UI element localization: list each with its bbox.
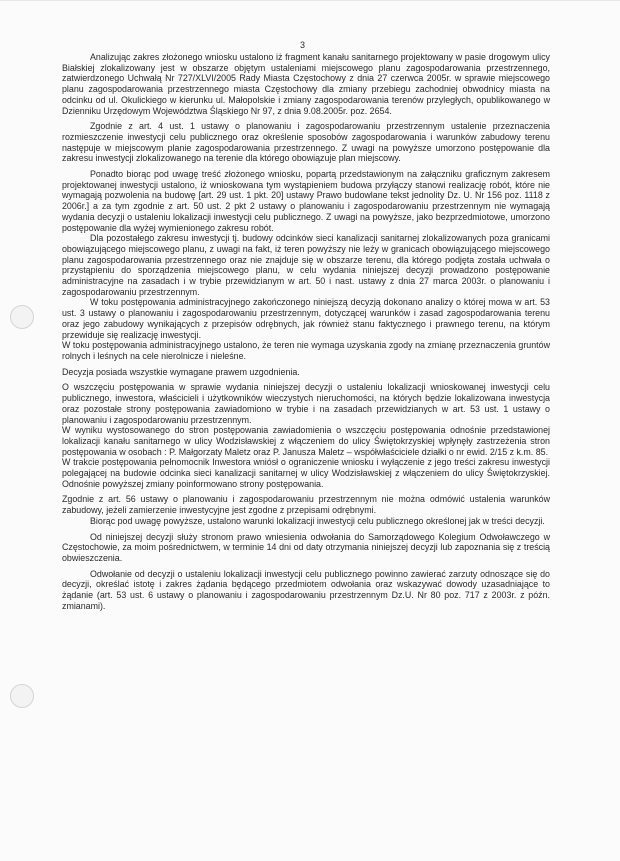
paragraph-art4: Zgodnie z art. 4 ust. 1 ustawy o planowaniu i zagospodarowaniu przestrzennym ustalenie przeznaczenia rozmieszczenie inwestycji celu publicznego oraz określenie sposobów zagospodarowania i warunków zabudowy terenu następuje w miejscowym planie zagospodarowania przestrzennego. Z uwagi na powyższe umorzono postępowanie dla zakresu inwestycji zlokalizowanego na terenie dla którego obowiązuje plan miejscowy. <box>62 121 550 164</box>
decision-body <box>62 52 550 611</box>
paragraph-art56: Zgodnie z art. 56 ustawy o planowaniu i zagospodarowaniu przestrzennym nie można odmówić ustalenia warunków zabudowy, jeżeli zamierzenie inwestycyjne jest zgodne z przepisami odrębnymi. <box>62 494 550 516</box>
paragraph-remaining-scope: Dla pozostałego zakresu inwestycji tj. budowy odcinków sieci kanalizacji sanitarnej zlokalizowanych poza granicami obowiązującego miejscowego planu, z uwagi na fakt, iż teren powyższy nie leży w granicach obowiązującego miejscowego planu zagospodarowania przestrzennego oraz nie znajduje się w obszarze terenu, dla którego podjęta została uchwała o przystąpieniu do sporządzenia miejscowego planu, w celu wydania niniejszej decyzji prowadzono postępowanie administracyjne na zasadach i w trybie przewidzianym w art. 50 i nast. ustawy z dnia 27 marca 2003r. o planowaniu i zagospodarowaniu przestrzennym. <box>62 233 550 297</box>
paragraph-limitation: W trakcie postępowania pełnomocnik Inwestora wniósł o ograniczenie wniosku i wyłączenie z jego treści zakresu inwestycji polegającej na budowie odcinka sieci kanalizacji sanitarnej w ulicy Wodzisławskiej z włączeniem do ulicy Świętokrzyskiej. Odnośnie powyższej zmiany poinformowano strony postępowania. <box>62 457 550 489</box>
paragraph-appeal: Od niniejszej decyzji służy stronom prawo wniesienia odwołania do Samorządowego Kolegium Odwoławczego w Częstochowie, za moim pośrednictwem, w terminie 14 dni od daty otrzymania niniejszej decyzji lub zapoznania się z treścią obwieszczenia. <box>62 531 550 563</box>
paragraph-appeal-content: Odwołanie od decyzji o ustaleniu lokalizacji inwestycji celu publicznego powinno zawierać zarzuty odnoszące się do decyzji, określać istotę i zakres żądania będącego przedmiotem odwołania oraz wskazywać dowody uzasadniające to żądanie (art. 53 ust. 6 ustawy o planowaniu i zagospodarowaniu przestrzennym Dz.U. Nr 80 poz. 717 z 2003r. z późn. zmianami). <box>62 568 550 611</box>
paragraph-agreements: Decyzja posiada wszystkie wymagane prawem uzgodnienia. <box>62 366 300 377</box>
punch-hole-bottom <box>10 684 34 708</box>
scan-edge <box>0 0 620 1</box>
paragraph-initiation: O wszczęciu postępowania w sprawie wydania niniejszej decyzji o ustaleniu lokalizacji wnioskowanej inwestycji celu publicznego, inwestora, właścicieli i użytkowników wieczystych nieruchomości, na których będzie lokalizowana inwestycja oraz pozostałe strony postępowania zawiadomiono w trybie i na zasadach przewidzianych w art. 53 ust. 1 ustawy o planowaniu i zagospodarowaniu przestrzennym. <box>62 382 550 425</box>
paragraph-plan-analysis: Analizując zakres złożonego wniosku ustalono iż fragment kanału sanitarnego projektowany w pasie drogowym ulicy Białskiej zlokalizowany jest w obszarze objętym ustaleniami miejscowego planu zagospodarowania przestrzennego, zatwierdzonego Uchwałą Nr 727/XLVI/2005 Rady Miasta Częstochowy z dnia 27 czerwca 2005r. w sprawie miejscowego planu zagospodarowania przestrzennego miasta Częstochowy dla zmiany przebiegu zachodniej obwodnicy miasta na odcinku od ul. Okulickiego w kierunku ul. Małopolskie i zmiany zagospodarowania terenów przyległych, opublikowanego w Dzienniku Urzędowym Województwa Śląskiego Nr 97, z dnia 9.08.2005r. poz. 2654. <box>62 52 550 116</box>
page-number: 3 <box>300 40 306 50</box>
paragraph-analysis: W toku postępowania administracyjnego zakończonego niniejszą decyzją dokonano analizy o której mowa w art. 53 ust. 3 ustawy o planowaniu i zagospodarowaniu przestrzennym, dotyczącej warunków i zasad zagospodarowania terenu oraz jego zabudowy wynikających z przepisów odrębnych, jak również stanu faktycznego i prawnego terenu, na którym przewiduje się realizację inwestycji. <box>62 297 550 340</box>
punch-hole-top <box>10 305 34 329</box>
paragraph-conclusion: Biorąc pod uwagę powyższe, ustalono warunki lokalizacji inwestycji celu publicznego określonej jak w treści decyzji. <box>90 515 545 526</box>
paragraph-land-use: W toku postępowania administracyjnego ustalono, że teren nie wymaga uzyskania zgody na zmianę przeznaczenia gruntów rolnych i leśnych na cele nierolnicze i nieleśne. <box>62 340 550 361</box>
paragraph-objections: W wyniku wystosowanego do stron postępowania zawiadomienia o wszczęciu postępowania odnośnie przedstawionej lokalizacji kanału sanitarnego w ulicy Wodzisławskiej z włączeniem do ulicy Świętokrzyskiej wpłynęły zastrzeżenia stron postępowania w osobach : P. Małgorzaty Maletz oraz P. Janusza Maletz – współwłaściciele działki o nr ewid. 2/15 z k.m. 85. <box>62 425 550 457</box>
paragraph-connections: Ponadto biorąc pod uwagę treść złożonego wniosku, popartą przedstawionym na załączniku graficznym zakresem projektowanej inwestycji ustalono, iż wnioskowana tym wystąpieniem budowa przyłączy stanowi realizację robót, które nie wymagają pozwolenia na budowę [art. 29 ust. 1 pkt. 20] ustawy Prawo budowlane tekst jednolity Dz. U. Nr 156 poz. 1118 z 2006r.] a za tym zgodnie z art. 50 ust. 2 pkt 2 ustawy o planowaniu i zagospodarowaniu przestrzennym nie wymagają wydania decyzji o ustaleniu lokalizacji inwestycji celu publicznego. Z uwagi na powyższe, jako bezprzedmiotowe, umorzono postępowanie dla wyżej wymienionego zakresu robót. <box>62 169 550 233</box>
